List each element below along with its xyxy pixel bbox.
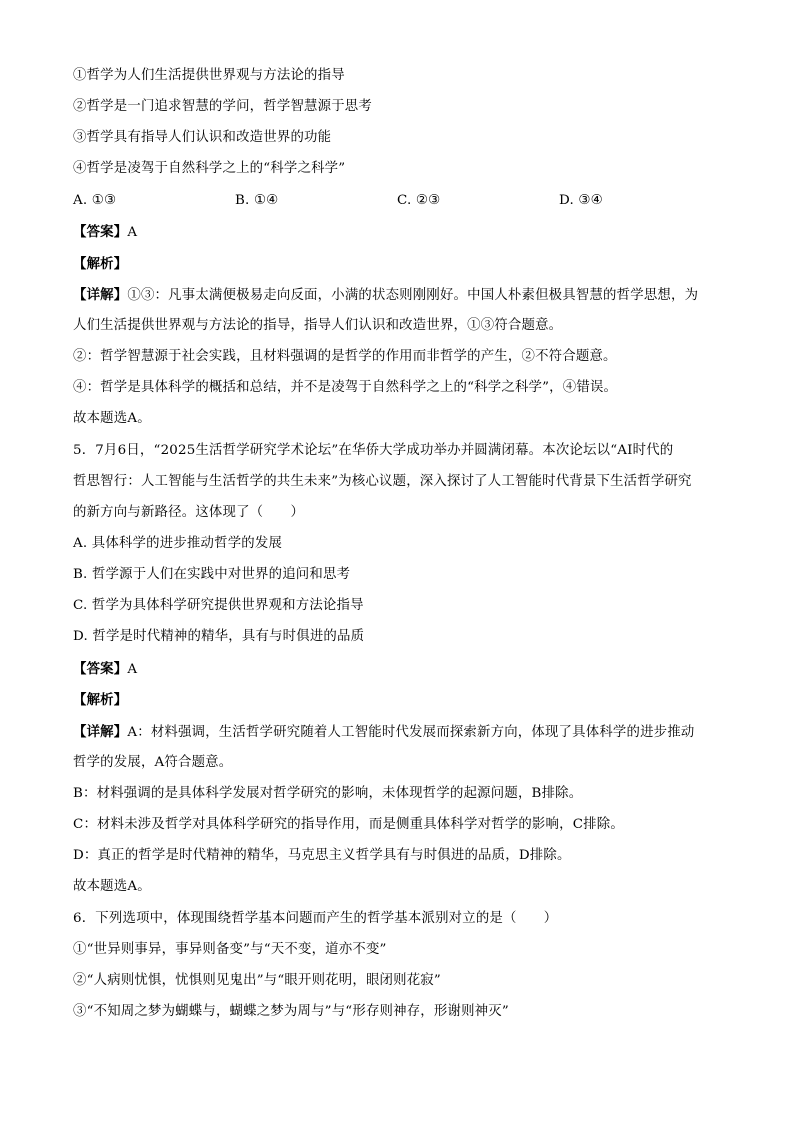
- q5-detail-2: 哲学的发展，A符合题意。: [73, 755, 233, 770]
- q4-option-d: D. ③④: [559, 193, 603, 208]
- q4-item-1: ①哲学为人们生活提供世界观与方法论的指导: [73, 68, 345, 83]
- q5-stem-1: 5．7月6日，“2025生活哲学研究学术论坛”在华侨大学成功举办并圆满闭幕。本次论坛以“AI时代的: [73, 443, 674, 458]
- q5-detail-label: 【详解】: [73, 724, 128, 740]
- q4-detail-5: 故本题选A。: [73, 411, 151, 426]
- q5-option-d: D. 哲学是时代精神的精华，具有与时俱进的品质: [73, 629, 365, 644]
- q4-detail-4: ④：哲学是具体科学的概括和总结，并不是凌驾于自然科学之上的“科学之科学”，④错误。: [73, 380, 618, 395]
- q6-item-1: ①“世异则事异，事异则备变”与“天不变，道亦不变”: [73, 942, 387, 957]
- q4-item-4: ④哲学是凌驾于自然科学之上的“科学之科学”: [73, 161, 346, 176]
- q6-item-2: ②“人病则忧惧，忧惧则见鬼出”与“眼开则花明，眼闭则花寂”: [73, 973, 441, 988]
- q5-answer-value: A: [127, 662, 138, 677]
- q4-answer: [73, 222, 137, 243]
- q5-detail-3: B：材料强调的是具体科学发展对哲学研究的影响，未体现哲学的起源问题，B排除。: [73, 786, 583, 801]
- q4-item-3: ③哲学具有指导人们认识和改造世界的功能: [73, 130, 332, 145]
- q5-detail-1: [73, 722, 694, 743]
- q4-answer-value: A: [127, 225, 138, 240]
- q4-detail-text-1: ①③：凡事太满便极易走向反面，小满的状态则刚刚好。中国人朴素但极具智慧的哲学思想，为: [127, 288, 699, 303]
- q5-detail-6: 故本题选A。: [73, 879, 151, 894]
- q5-answer-label: 【答案】: [73, 661, 128, 677]
- q5-option-b: B. 哲学源于人们在实践中对世界的追问和思考: [73, 567, 351, 582]
- q4-option-c: C. ②③: [397, 193, 441, 208]
- q5-detail-text-1: A：材料强调，生活哲学研究随着人工智能时代发展而探索新方向，体现了具体科学的进步推动: [127, 725, 695, 740]
- q5-detail-4: C：材料未涉及哲学对具体科学研究的指导作用，而是侧重具体科学对哲学的影响，C排除。: [73, 817, 624, 832]
- q4-answer-label: 【答案】: [73, 224, 128, 240]
- q6-item-3: ③“不知周之梦为蝴蝶与，蝴蝶之梦为周与”与“形存则神存，形谢则神灭”: [73, 1004, 509, 1019]
- q5-option-a: A. 具体科学的进步推动哲学的发展: [73, 536, 283, 551]
- q4-option-a: A. ①③: [73, 193, 117, 208]
- q5-detail-5: D：真正的哲学是时代精神的精华，马克思主义哲学具有与时俱进的品质，D排除。: [73, 848, 571, 863]
- q4-analysis-label: 【解析】: [73, 256, 128, 272]
- q5-stem-2: 哲思智行：人工智能与生活哲学的共生未来”为核心议题，深入探讨了人工智能时代背景下生活哲学研究: [73, 474, 692, 489]
- q4-item-2: ②哲学是一门追求智慧的学问，哲学智慧源于思考: [73, 99, 372, 114]
- q4-options: [73, 191, 603, 211]
- q5-stem-3: 的新方向与新路径。这体现了（ ）: [73, 505, 305, 520]
- q4-detail-label: 【详解】: [73, 287, 128, 303]
- q5-option-c: C. 哲学为具体科学研究提供世界观和方法论指导: [73, 598, 364, 613]
- q5-analysis-label: 【解析】: [73, 692, 128, 708]
- q4-option-b: B. ①④: [235, 193, 279, 208]
- q4-detail-1: [73, 285, 698, 306]
- q4-detail-2: 人们生活提供世界观与方法论的指导，指导人们认识和改造世界，①③符合题意。: [73, 318, 563, 333]
- q6-stem: 6．下列选项中，体现围绕哲学基本问题而产生的哲学基本派别对立的是（ ）: [73, 911, 558, 926]
- q5-answer: [73, 659, 137, 680]
- q4-detail-3: ②：哲学智慧源于社会实践，且材料强调的是哲学的作用而非哲学的产生，②不符合题意。: [73, 349, 617, 364]
